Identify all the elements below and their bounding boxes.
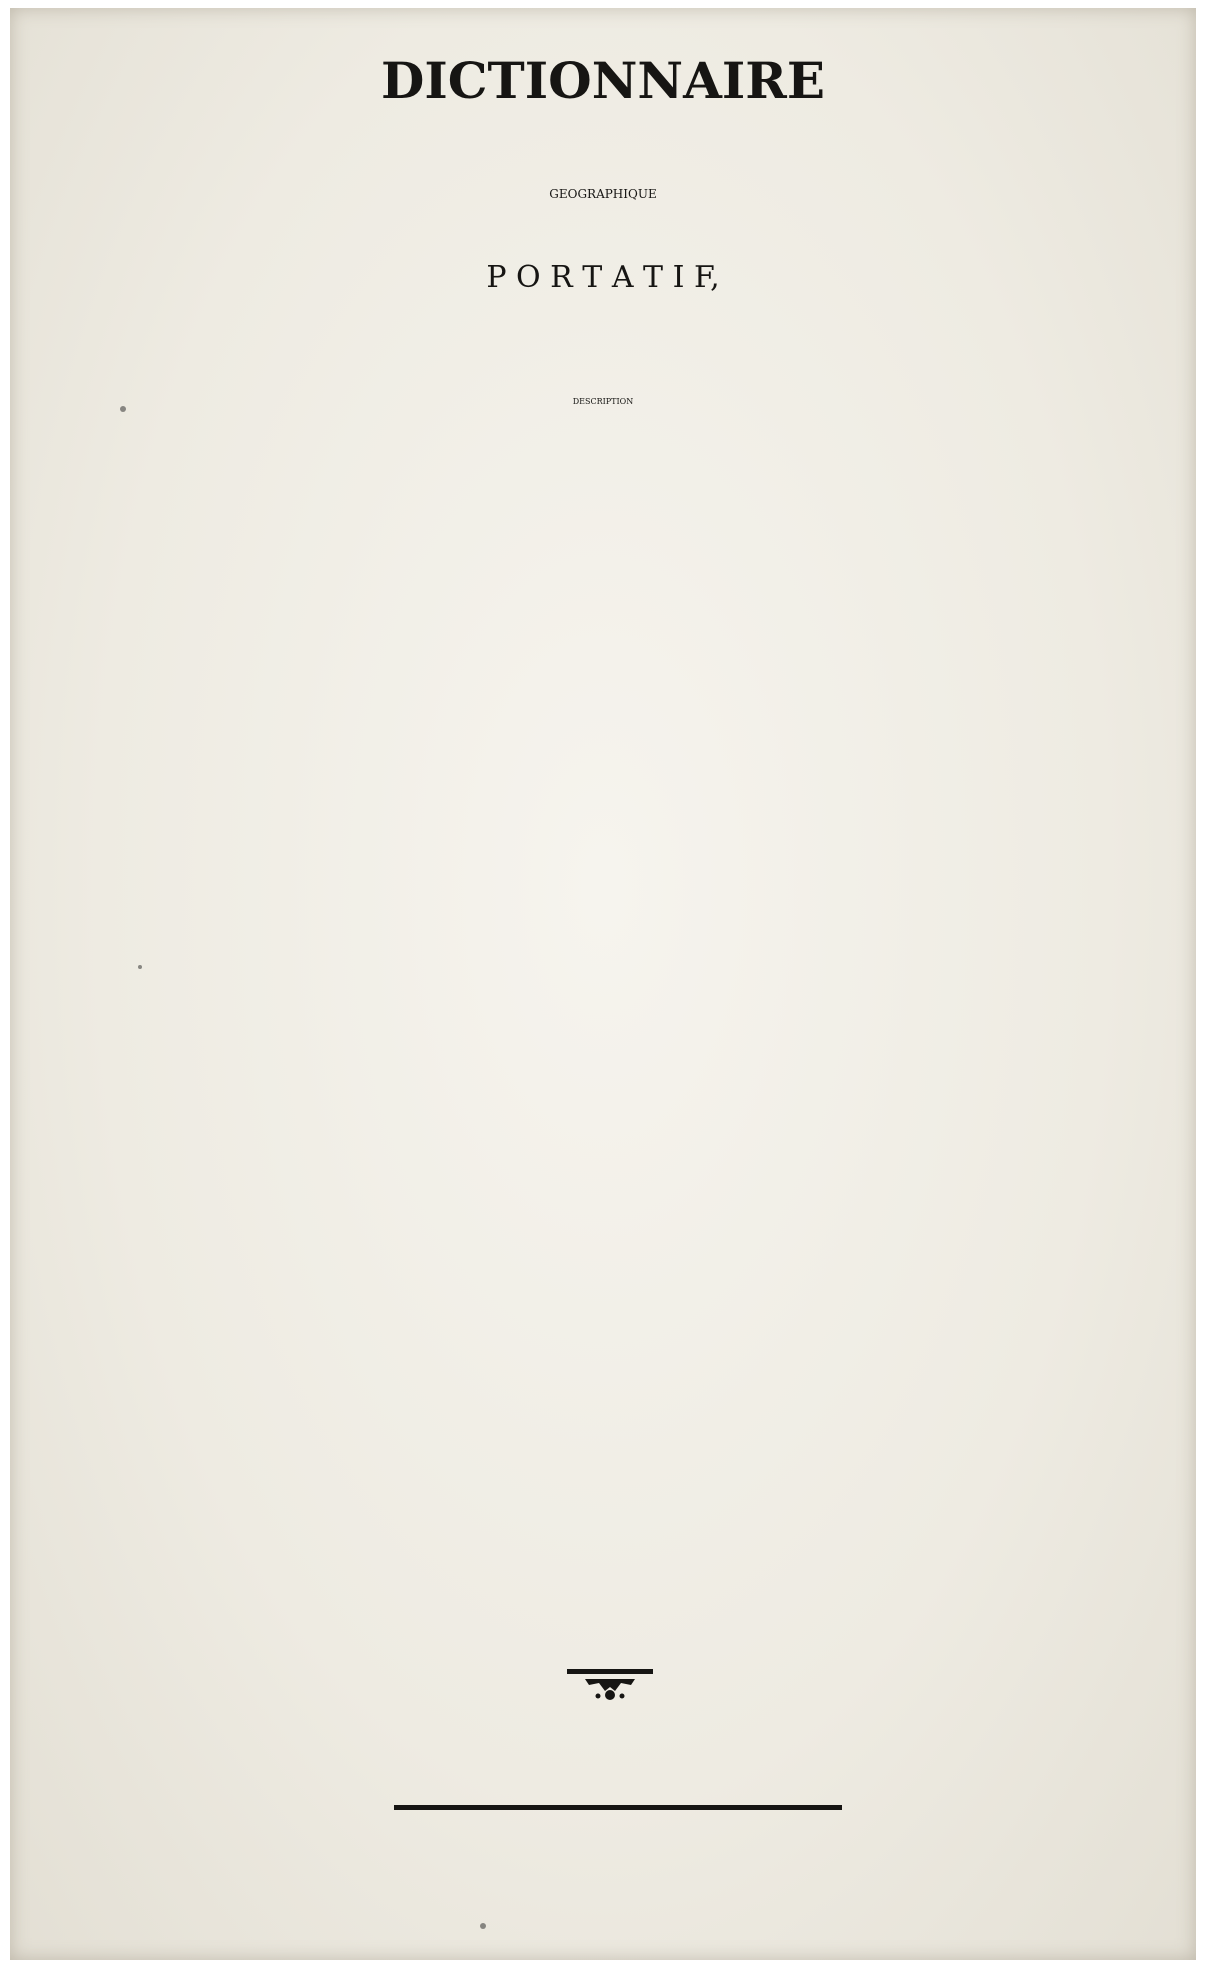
title-description: DESCRIPTION <box>572 397 634 406</box>
fleuron-ornament-icon <box>565 1665 655 1705</box>
title-dictionnaire: DICTIONNAIRE <box>381 51 825 110</box>
ink-speck <box>480 1923 486 1929</box>
ink-speck <box>138 965 142 969</box>
rule-divider <box>394 1805 842 1810</box>
ink-speck <box>120 406 126 412</box>
title-geographique: GEOGRAPHIQUE <box>549 187 657 201</box>
title-portatif: P O R T A T I F, <box>486 260 720 295</box>
title-page <box>10 8 1196 1960</box>
